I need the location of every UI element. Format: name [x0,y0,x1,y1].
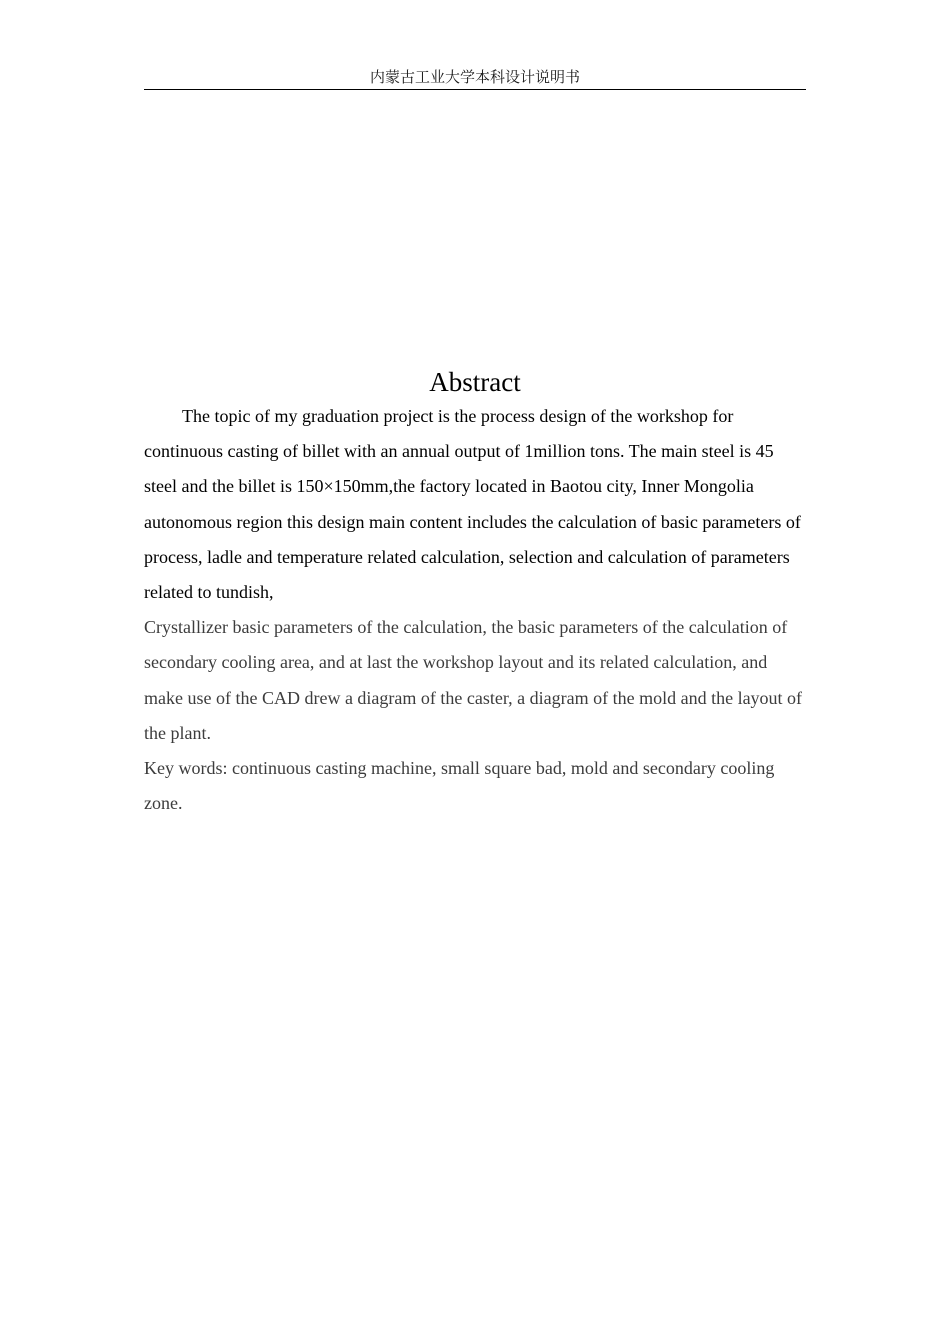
abstract-paragraph-main: The topic of my graduation project is the process design of the workshop for continuous casting of billet with an annual output of 1million tons. The main steel is 45 steel and the billet is 150×150mm,the factory located in Baotou city, Inner Mongolia autonomous region this design main content includes the calculation of basic parameters of process, ladle and temperature related calculation, selection and calculation of parameters related to tundish, [144,406,801,603]
abstract-body [144,399,808,821]
keywords-paragraph: Key words: continuous casting machine, small square bad, mold and secondary cooling zone. [144,758,775,814]
page-header: 内蒙古工业大学本科设计说明书 [144,66,806,90]
abstract-title: Abstract [429,367,521,397]
abstract-paragraph-continued: Crystallizer basic parameters of the calculation, the basic parameters of the calculation of secondary cooling area, and at last the workshop layout and its related calculation, and make use of the CAD drew a diagram of the caster, a diagram of the mold and the layout of the plant. [144,617,803,743]
